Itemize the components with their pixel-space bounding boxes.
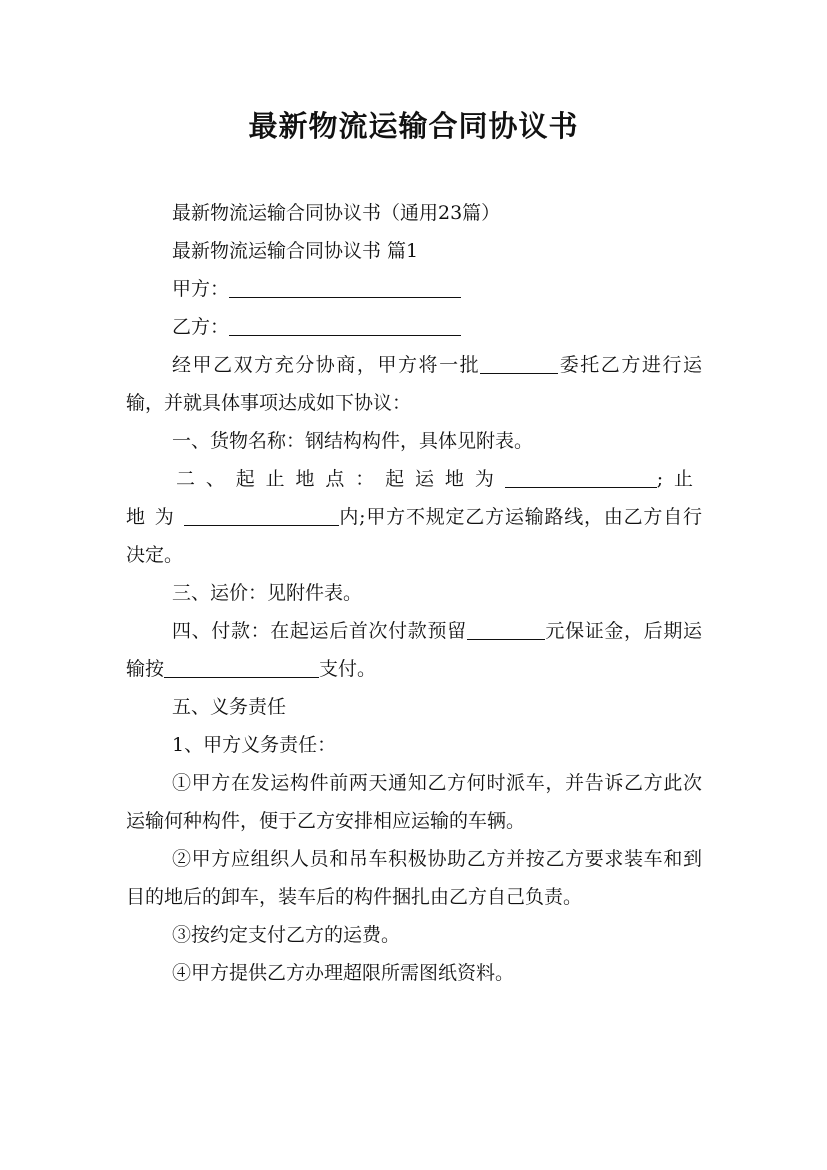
paragraph-1-text-b: 委托乙方进行运输，并就具体事项达成如下协议：: [126, 354, 702, 414]
item-4-text-a: 四、付款：在起运后首次付款预留: [172, 620, 467, 642]
subtitle-text: 最新物流运输合同协议书（通用23篇）: [172, 202, 501, 224]
party-a-blank: [229, 276, 461, 298]
payment-blank: [164, 656, 319, 678]
item-2-text-c: 内;甲方不规定乙方运输路线，由乙方自行决定。: [126, 506, 702, 566]
item-2-text-b: ;止地为: [126, 468, 702, 528]
paragraph-1-text-a: 经甲乙双方充分协商，甲方将一批: [172, 354, 481, 376]
item-4-text-b: 元保证金，后期运输按: [126, 620, 702, 680]
party-b-line: [126, 308, 702, 346]
party-b-blank: [229, 314, 461, 336]
item-2: [126, 460, 702, 574]
duty-3-text: ③按约定支付乙方的运费。: [172, 924, 401, 946]
document-title: 最新物流运输合同协议书: [248, 109, 579, 143]
item-5-text: 五、义务责任: [172, 696, 287, 718]
party-a-label: 甲方：: [172, 278, 230, 300]
duty-3: [126, 916, 702, 954]
item-1-text: 一、货物名称：钢结构构件，具体见附表。: [172, 430, 534, 452]
item-5-1: [126, 726, 702, 764]
goods-blank: [480, 352, 558, 374]
duty-4: [126, 954, 702, 992]
item-5: [126, 688, 702, 726]
deposit-blank: [467, 618, 545, 640]
duty-2-text: ②甲方应组织人员和吊车积极协助乙方并按乙方要求装车和到目的地后的卸车，装车后的构件捆扎由乙方自己负责。: [126, 848, 702, 908]
party-a-line: [126, 270, 702, 308]
duty-1-text: ①甲方在发运构件前两天通知乙方何时派车，并告诉乙方此次运输何种构件，便于乙方安排相应运输的车辆。: [126, 772, 702, 832]
item-5-1-text: 1、甲方义务责任：: [172, 734, 337, 756]
item-3: [126, 574, 702, 612]
party-b-label: 乙方：: [172, 316, 230, 338]
origin-blank: [505, 466, 657, 488]
duty-4-text: ④甲方提供乙方办理超限所需图纸资料。: [172, 962, 515, 984]
item-1: [126, 422, 702, 460]
paragraph-1: [126, 346, 702, 422]
duty-2: [126, 840, 702, 916]
destination-blank: [184, 504, 339, 526]
item-4: [126, 612, 702, 688]
item-3-text: 三、运价：见附件表。: [172, 582, 363, 604]
duty-1: [126, 764, 702, 840]
document-body: [126, 194, 702, 992]
subtitle-line: [126, 194, 702, 232]
item-4-text-c: 支付。: [319, 658, 377, 680]
section-title-line: [126, 232, 702, 270]
section-title-text: 最新物流运输合同协议书 篇1: [172, 240, 419, 262]
item-2-text-a: 二、起止地点：起运地为: [176, 468, 505, 490]
